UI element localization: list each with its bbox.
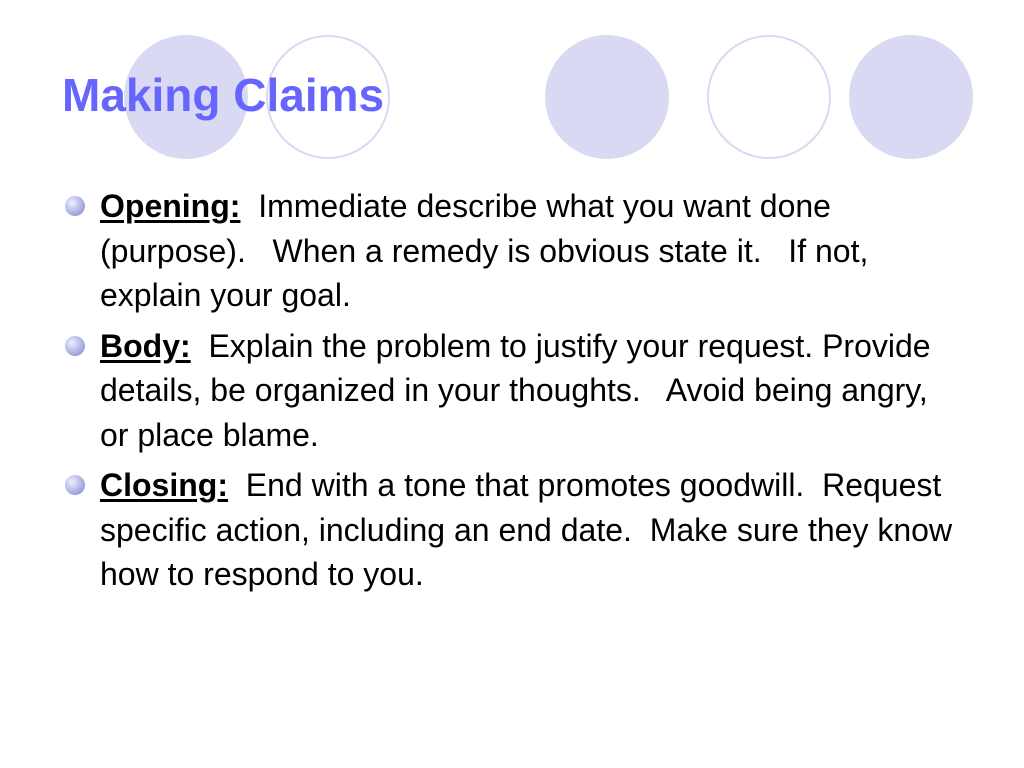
bullet-item-body [62,324,962,458]
decorative-circle-filled [849,35,973,159]
bullet-dot-icon [65,336,85,356]
bullet-text: Explain the problem to justify your request. Provide details, be organized in your thoughts. Avoid being angry, or place blame. [100,327,940,453]
bullet-item-closing [62,463,962,597]
bullet-term: Opening: [100,188,241,224]
bullet-item-opening [62,184,962,318]
slide-title: Making Claims [62,69,385,121]
bullet-term: Closing: [100,467,228,503]
bullet-dot-icon [65,475,85,495]
decorative-circle-filled [545,35,669,159]
bullet-text: Immediate describe what you want done (purpose). When a remedy is obvious state it. If not, explain your goal. [100,188,878,313]
bullet-text: End with a tone that promotes goodwill. Request specific action, including an end date. Make sure they know how to respond to you. [100,467,961,592]
decorative-circle-outline [707,35,831,159]
bullet-dot-icon [65,196,85,216]
bullet-list [62,184,962,603]
bullet-term: Body: [100,327,191,364]
